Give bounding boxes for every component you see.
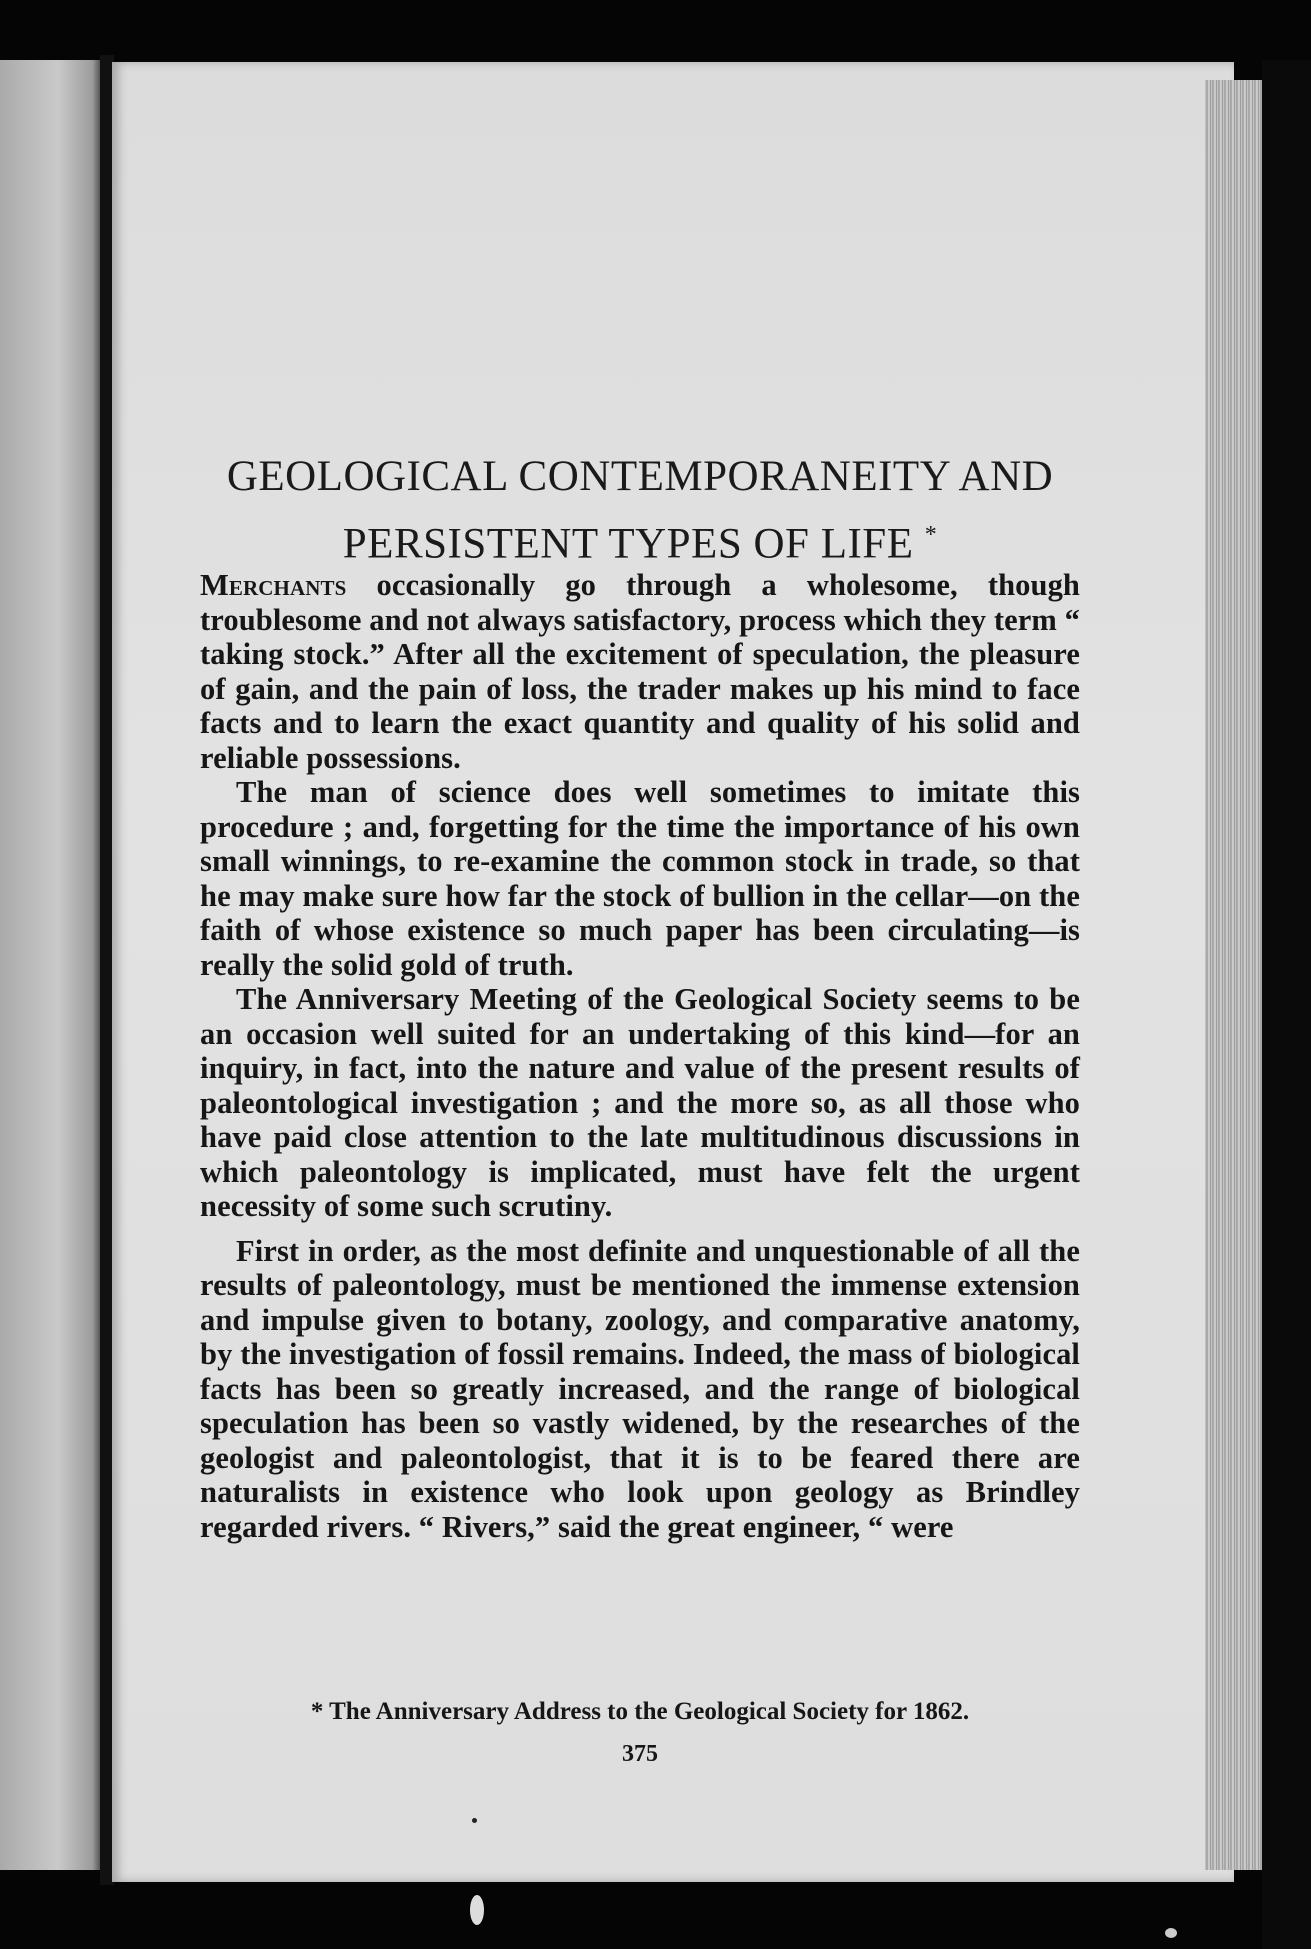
title-line-2: PERSISTENT TYPES OF LIFE * xyxy=(342,520,938,568)
chapter-title xyxy=(190,447,1090,573)
page-stack-edge xyxy=(1205,80,1265,1870)
left-page-edge xyxy=(0,60,105,1870)
paragraph-3: The Anniversary Meeting of the Geological Society seems to be an occasion well suited for an undertaking of this kind—for an inquiry, in fact, into the nature and value of the present results of paleontological investigation ; and the more so, as all those who have paid close attention to the late multitudinous discussions in which paleontology is implicated, must have felt the urgent necessity of some such scrutiny. xyxy=(200,982,1080,1223)
title-line-1: GEOLOGICAL CONTEMPORANEITY AND xyxy=(226,452,1054,500)
paragraph-4: First in order, as the most definite and unquestionable of all the results of paleontology, must be mentioned the immense extension and impulse given to botany, zoology, and comparative anatomy, by the investigation of fossil remains. Indeed, the mass of biological facts has been so greatly increased, and the range of biological speculation has been so vastly widened, by the researches of the geologist and paleontologist, that it is to be feared there are naturalists in existence who look upon geology as Brindley regarded rivers. “ Rivers,” said the great engineer, “ were xyxy=(200,1233,1080,1544)
right-background xyxy=(1262,60,1311,1949)
scan-artifact xyxy=(472,1818,477,1823)
paragraph-1-text: occasionally go through a wholesome, though troublesome and not always satisfactory, process which they term “ taking stock.” After all the excitement of speculation, the pleasure of gain, and the pain of loss, the trader makes up his mind to face facts and to learn the exact quantity and quality of his solid and reliable possessions. xyxy=(200,568,1080,775)
footnote-marker: * xyxy=(924,521,938,548)
footnote: * The Anniversary Address to the Geological Society for 1862. xyxy=(310,1698,970,1725)
scan-artifact xyxy=(470,1895,484,1925)
paragraph-2: The man of science does well sometimes to imitate this procedure ; and, forgetting for the time the importance of his own small winnings, to re-examine the common stock in trade, so that he may make sure how far the stock of bullion in the cellar—on the faith of whose existence so much paper has been circulating—is really the solid gold of truth. xyxy=(200,775,1080,982)
lead-word: Merchants xyxy=(200,568,347,602)
page-number: 375 xyxy=(622,1741,658,1767)
paragraph-1 xyxy=(200,568,1080,775)
scan-artifact xyxy=(1165,1928,1177,1938)
body-text xyxy=(200,568,1080,1544)
